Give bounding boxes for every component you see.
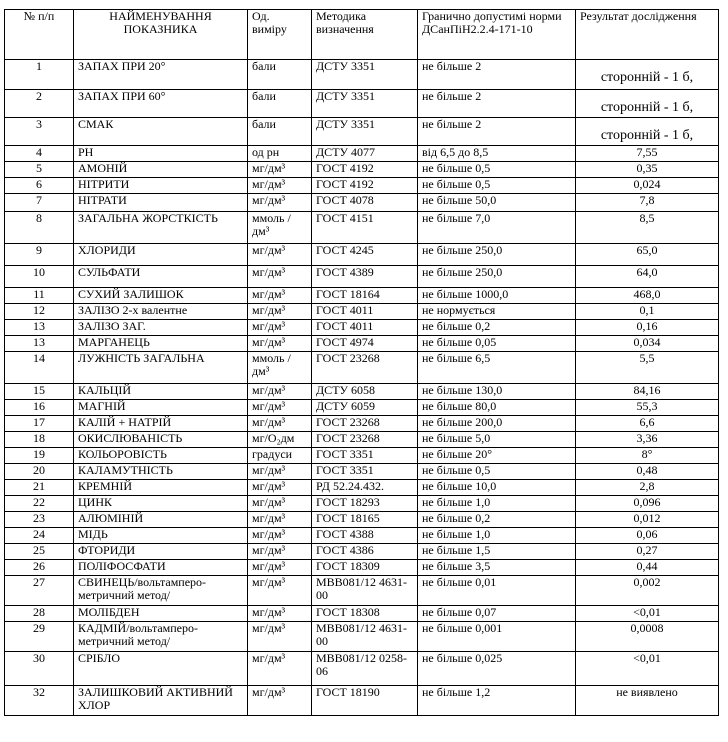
- cell-name: МАРГАНЕЦЬ: [74, 336, 248, 352]
- cell-name: ЗАЛІЗО 2-х валентне: [74, 304, 248, 320]
- cell-num: 3: [5, 118, 74, 146]
- cell-num: 5: [5, 162, 74, 178]
- cell-num: 13: [5, 336, 74, 352]
- cell-norm: не більше 6,5: [418, 352, 576, 384]
- table-row: [5, 212, 719, 244]
- cell-num: 24: [5, 528, 74, 544]
- cell-num: 12: [5, 304, 74, 320]
- cell-norm: не більше 1,5: [418, 544, 576, 560]
- cell-result: 7,8: [576, 194, 719, 212]
- cell-method: ГОСТ 18165: [312, 512, 418, 528]
- cell-method: ГОСТ 18308: [312, 606, 418, 622]
- cell-name: КАДМІЙ/вольтамперо-метричний метод/: [74, 622, 248, 652]
- cell-norm: не більше 10,0: [418, 480, 576, 496]
- cell-unit: мг/дм³: [248, 266, 312, 288]
- cell-result: 55,3: [576, 400, 719, 416]
- cell-unit: мг/дм³: [248, 544, 312, 560]
- cell-name: НІТРАТИ: [74, 194, 248, 212]
- table-row: [5, 652, 719, 686]
- cell-method: ГОСТ 4245: [312, 244, 418, 266]
- cell-result: 65,0: [576, 244, 719, 266]
- table-row: [5, 464, 719, 480]
- cell-num: 16: [5, 400, 74, 416]
- cell-method: РД 52.24.432.: [312, 480, 418, 496]
- cell-result: 0,16: [576, 320, 719, 336]
- cell-result: 8,5: [576, 212, 719, 244]
- cell-method: ГОСТ 4386: [312, 544, 418, 560]
- cell-method: ГОСТ 4974: [312, 336, 418, 352]
- cell-norm: не більше 2: [418, 90, 576, 118]
- table-row: [5, 448, 719, 464]
- cell-method: ГОСТ 4389: [312, 266, 418, 288]
- cell-unit: мг/дм³: [248, 652, 312, 686]
- cell-result: 468,0: [576, 288, 719, 304]
- cell-result: 2,8: [576, 480, 719, 496]
- cell-num: 32: [5, 686, 74, 716]
- cell-name: ХЛОРИДИ: [74, 244, 248, 266]
- cell-norm: не більше 5,0: [418, 432, 576, 448]
- cell-unit: бали: [248, 118, 312, 146]
- table-row: [5, 266, 719, 288]
- cell-method: ГОСТ 3351: [312, 464, 418, 480]
- cell-method: ДСТУ 6058: [312, 384, 418, 400]
- cell-norm: не більше 0,025: [418, 652, 576, 686]
- cell-num: 26: [5, 560, 74, 576]
- cell-num: 10: [5, 266, 74, 288]
- cell-norm: не більше 1000,0: [418, 288, 576, 304]
- table-row: [5, 288, 719, 304]
- cell-norm: не більше 0,2: [418, 512, 576, 528]
- cell-name: СРІБЛО: [74, 652, 248, 686]
- table-row: [5, 622, 719, 652]
- table-row: [5, 480, 719, 496]
- cell-num: 14: [5, 352, 74, 384]
- cell-unit: мг/дм³: [248, 512, 312, 528]
- cell-num: 19: [5, 448, 74, 464]
- cell-norm: не більше 1,0: [418, 528, 576, 544]
- table-row: [5, 576, 719, 606]
- cell-unit: градуси: [248, 448, 312, 464]
- cell-name: PH: [74, 146, 248, 162]
- table-row: [5, 320, 719, 336]
- cell-method: ГОСТ 3351: [312, 448, 418, 464]
- cell-method: ГОСТ 23268: [312, 432, 418, 448]
- table-body: [5, 60, 719, 716]
- cell-name: КАЛІЙ + НАТРІЙ: [74, 416, 248, 432]
- cell-unit: мг/дм³: [248, 496, 312, 512]
- cell-method: ГОСТ 4192: [312, 162, 418, 178]
- cell-unit: ммоль /дм³: [248, 212, 312, 244]
- table-row: [5, 496, 719, 512]
- table-row: [5, 336, 719, 352]
- cell-num: 18: [5, 432, 74, 448]
- cell-num: 13: [5, 320, 74, 336]
- cell-norm: не більше 2: [418, 118, 576, 146]
- table-row: [5, 118, 719, 146]
- cell-unit: мг/дм³: [248, 528, 312, 544]
- cell-unit: мг/дм³: [248, 560, 312, 576]
- cell-norm: не більше 80,0: [418, 400, 576, 416]
- cell-method: ГОСТ 18164: [312, 288, 418, 304]
- cell-num: 11: [5, 288, 74, 304]
- cell-norm: не більше 1,0: [418, 496, 576, 512]
- cell-name: СУХИЙ ЗАЛИШОК: [74, 288, 248, 304]
- cell-method: ГОСТ 18293: [312, 496, 418, 512]
- cell-unit: мг/дм³: [248, 162, 312, 178]
- table-row: [5, 194, 719, 212]
- cell-norm: не більше 20°: [418, 448, 576, 464]
- cell-result: 8°: [576, 448, 719, 464]
- table-row: [5, 352, 719, 384]
- header-method: Методика визначення: [312, 10, 418, 60]
- cell-result: 0,1: [576, 304, 719, 320]
- cell-norm: не більше 0,5: [418, 162, 576, 178]
- cell-result: 5,5: [576, 352, 719, 384]
- cell-norm: не більше 0,5: [418, 464, 576, 480]
- cell-result: сторонній - 1 б,: [576, 60, 719, 90]
- cell-method: МВВ081/12 4631-00: [312, 576, 418, 606]
- table-row: [5, 90, 719, 118]
- header-num: № п/п: [5, 10, 74, 60]
- cell-unit: мг/дм³: [248, 194, 312, 212]
- cell-unit: мг/дм³: [248, 622, 312, 652]
- cell-unit: мг/дм³: [248, 304, 312, 320]
- cell-norm: не більше 1,2: [418, 686, 576, 716]
- cell-norm: не більше 3,5: [418, 560, 576, 576]
- header-unit: Од. виміру: [248, 10, 312, 60]
- table-row: [5, 162, 719, 178]
- table-row: [5, 544, 719, 560]
- water-analysis-table: [4, 9, 719, 716]
- cell-method: ГОСТ 18190: [312, 686, 418, 716]
- cell-name: АМОНІЙ: [74, 162, 248, 178]
- table-row: [5, 146, 719, 162]
- cell-result: 0,034: [576, 336, 719, 352]
- table-row: [5, 416, 719, 432]
- cell-unit: мг/дм³: [248, 320, 312, 336]
- cell-name: МОЛІБДЕН: [74, 606, 248, 622]
- cell-num: 9: [5, 244, 74, 266]
- cell-num: 27: [5, 576, 74, 606]
- cell-unit: мг/дм³: [248, 464, 312, 480]
- cell-num: 29: [5, 622, 74, 652]
- cell-unit: мг/дм³: [248, 288, 312, 304]
- cell-norm: не більше 0,05: [418, 336, 576, 352]
- table-row: [5, 304, 719, 320]
- cell-method: ГОСТ 4151: [312, 212, 418, 244]
- cell-unit: мг/О₂дм: [248, 432, 312, 448]
- cell-name: МІДЬ: [74, 528, 248, 544]
- cell-result: 0,002: [576, 576, 719, 606]
- cell-name: МАГНІЙ: [74, 400, 248, 416]
- cell-name: ФТОРИДИ: [74, 544, 248, 560]
- cell-norm: не більше 0,01: [418, 576, 576, 606]
- cell-name: НІТРИТИ: [74, 178, 248, 194]
- cell-name: ЛУЖНІСТЬ ЗАГАЛЬНА: [74, 352, 248, 384]
- cell-method: ДСТУ 3351: [312, 60, 418, 90]
- table-row: [5, 244, 719, 266]
- cell-unit: мг/дм³: [248, 606, 312, 622]
- table-row: [5, 512, 719, 528]
- cell-norm: не більше 200,0: [418, 416, 576, 432]
- cell-unit: од рн: [248, 146, 312, 162]
- cell-name: ЗАПАХ ПРИ 60°: [74, 90, 248, 118]
- cell-num: 4: [5, 146, 74, 162]
- cell-num: 7: [5, 194, 74, 212]
- cell-result: <0,01: [576, 652, 719, 686]
- cell-result: не виявлено: [576, 686, 719, 716]
- cell-name: ЗАЛИШКОВИЙ АКТИВНИЙ ХЛОР: [74, 686, 248, 716]
- cell-result: 0,0008: [576, 622, 719, 652]
- cell-method: ДСТУ 3351: [312, 90, 418, 118]
- cell-result: 6,6: [576, 416, 719, 432]
- cell-unit: мг/дм³: [248, 400, 312, 416]
- cell-norm: не більше 250,0: [418, 244, 576, 266]
- cell-method: ГОСТ 4388: [312, 528, 418, 544]
- cell-num: 28: [5, 606, 74, 622]
- cell-unit: бали: [248, 60, 312, 90]
- cell-unit: мг/дм³: [248, 384, 312, 400]
- cell-method: ГОСТ 23268: [312, 416, 418, 432]
- cell-norm: не більше 0,2: [418, 320, 576, 336]
- cell-name: КОЛЬОРОВІСТЬ: [74, 448, 248, 464]
- cell-norm: не більше 7,0: [418, 212, 576, 244]
- cell-num: 2: [5, 90, 74, 118]
- table-row: [5, 400, 719, 416]
- cell-result: 0,44: [576, 560, 719, 576]
- cell-method: ГОСТ 4011: [312, 320, 418, 336]
- header-row: [5, 10, 719, 60]
- cell-method: ГОСТ 4192: [312, 178, 418, 194]
- cell-norm: не більше 2: [418, 60, 576, 90]
- cell-unit: мг/дм³: [248, 416, 312, 432]
- cell-num: 15: [5, 384, 74, 400]
- cell-result: 0,012: [576, 512, 719, 528]
- cell-num: 21: [5, 480, 74, 496]
- cell-name: ОКИСЛЮВАНІСТЬ: [74, 432, 248, 448]
- cell-num: 20: [5, 464, 74, 480]
- cell-norm: не більше 130,0: [418, 384, 576, 400]
- cell-norm: не більше 250,0: [418, 266, 576, 288]
- cell-method: ДСТУ 4077: [312, 146, 418, 162]
- table-row: [5, 528, 719, 544]
- header-result: Результат дослідження: [576, 10, 719, 60]
- cell-name: СВИНЕЦЬ/вольтамперо-метричний метод/: [74, 576, 248, 606]
- table-row: [5, 384, 719, 400]
- cell-name: КРЕМНІЙ: [74, 480, 248, 496]
- cell-result: 84,16: [576, 384, 719, 400]
- cell-unit: мг/дм³: [248, 576, 312, 606]
- cell-norm: від 6,5 до 8,5: [418, 146, 576, 162]
- cell-norm: не більше 50,0: [418, 194, 576, 212]
- cell-norm: не більше 0,001: [418, 622, 576, 652]
- cell-name: КАЛЬЦІЙ: [74, 384, 248, 400]
- cell-num: 1: [5, 60, 74, 90]
- cell-unit: мг/дм³: [248, 686, 312, 716]
- cell-method: ДСТУ 3351: [312, 118, 418, 146]
- cell-method: МВВ081/12 4631-00: [312, 622, 418, 652]
- table-row: [5, 178, 719, 194]
- table-row: [5, 60, 719, 90]
- cell-unit: бали: [248, 90, 312, 118]
- header-name: НАЙМЕНУВАННЯ ПОКАЗНИКА: [74, 10, 248, 60]
- cell-name: ЗАПАХ ПРИ 20°: [74, 60, 248, 90]
- cell-result: 64,0: [576, 266, 719, 288]
- cell-norm: не нормується: [418, 304, 576, 320]
- cell-method: ГОСТ 4011: [312, 304, 418, 320]
- cell-name: ЗАЛІЗО ЗАГ.: [74, 320, 248, 336]
- cell-unit: мг/дм³: [248, 480, 312, 496]
- cell-num: 17: [5, 416, 74, 432]
- cell-name: ЦИНК: [74, 496, 248, 512]
- cell-num: 30: [5, 652, 74, 686]
- cell-unit: мг/дм³: [248, 178, 312, 194]
- cell-num: 22: [5, 496, 74, 512]
- table-row: [5, 560, 719, 576]
- cell-result: сторонній - 1 б,: [576, 118, 719, 146]
- table-row: [5, 686, 719, 716]
- cell-name: АЛЮМІНІЙ: [74, 512, 248, 528]
- cell-num: 25: [5, 544, 74, 560]
- cell-method: ГОСТ 23268: [312, 352, 418, 384]
- cell-norm: не більше 0,5: [418, 178, 576, 194]
- cell-name: ПОЛІФОСФАТИ: [74, 560, 248, 576]
- cell-result: 0,27: [576, 544, 719, 560]
- cell-result: 0,096: [576, 496, 719, 512]
- cell-norm: не більше 0,07: [418, 606, 576, 622]
- cell-result: <0,01: [576, 606, 719, 622]
- cell-result: сторонній - 1 б,: [576, 90, 719, 118]
- cell-num: 23: [5, 512, 74, 528]
- cell-name: КАЛАМУТНІСТЬ: [74, 464, 248, 480]
- table-row: [5, 432, 719, 448]
- cell-method: ДСТУ 6059: [312, 400, 418, 416]
- cell-result: 3,36: [576, 432, 719, 448]
- cell-result: 0,06: [576, 528, 719, 544]
- cell-method: МВВ081/12 0258-06: [312, 652, 418, 686]
- cell-name: СМАК: [74, 118, 248, 146]
- cell-method: ГОСТ 4078: [312, 194, 418, 212]
- table-row: [5, 606, 719, 622]
- cell-unit: мг/дм³: [248, 244, 312, 266]
- cell-method: ГОСТ 18309: [312, 560, 418, 576]
- cell-result: 0,024: [576, 178, 719, 194]
- cell-result: 7,55: [576, 146, 719, 162]
- cell-name: ЗАГАЛЬНА ЖОРСТКІСТЬ: [74, 212, 248, 244]
- cell-num: 6: [5, 178, 74, 194]
- cell-unit: ммоль /дм³: [248, 352, 312, 384]
- cell-result: 0,48: [576, 464, 719, 480]
- cell-unit: мг/дм³: [248, 336, 312, 352]
- cell-name: СУЛЬФАТИ: [74, 266, 248, 288]
- header-norm: Гранично допустимі норми ДСанПіН2.2.4-171-10: [418, 10, 576, 60]
- cell-num: 8: [5, 212, 74, 244]
- cell-result: 0,35: [576, 162, 719, 178]
